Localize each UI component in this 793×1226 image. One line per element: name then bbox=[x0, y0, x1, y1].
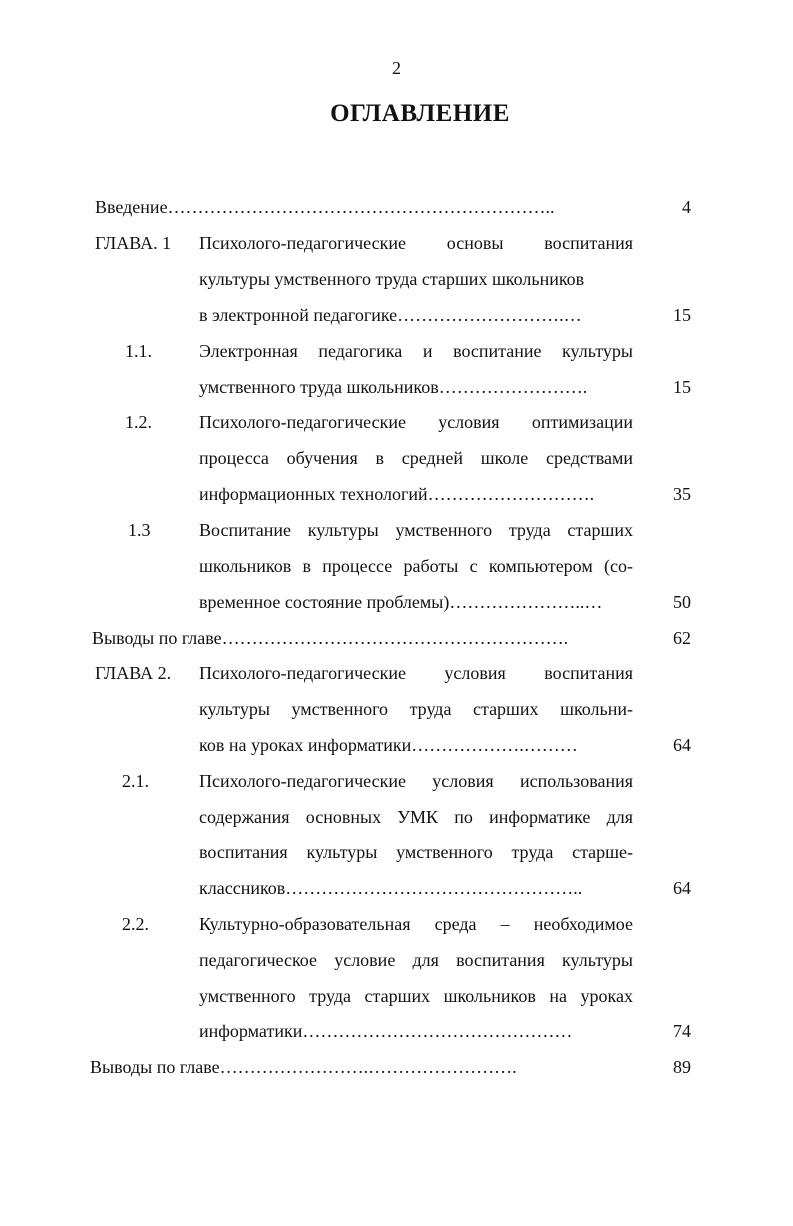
toc-section-2-2-page: 74 bbox=[673, 1021, 691, 1041]
toc-chapter2-page: 64 bbox=[673, 735, 691, 755]
toc-conclusions1-page: 62 bbox=[673, 628, 691, 648]
toc-section-1-1-page: 15 bbox=[673, 377, 691, 397]
toc-chapter2-line3: ков на уроках информатики……………….……… bbox=[199, 735, 578, 755]
toc-section-1-2-label: 1.2. bbox=[125, 412, 152, 432]
toc-section-1-3-line1: Воспитание культуры умственного труда старших bbox=[199, 520, 633, 540]
toc-section-1-2-line1: Психолого-педагогические условия оптимизации bbox=[199, 412, 633, 432]
toc-section-1-2-line3: информационных технологий………………………. bbox=[199, 484, 595, 504]
toc-section-2-2-label: 2.2. bbox=[122, 914, 149, 934]
toc-chapter2-label: ГЛАВА 2. bbox=[95, 663, 172, 683]
toc-intro-page: 4 bbox=[682, 197, 691, 217]
page-number: 2 bbox=[392, 58, 401, 78]
toc-conclusions2-text: Выводы по главе…………………….……………………. bbox=[90, 1057, 517, 1077]
toc-section-2-1-line1: Психолого-педагогические условия использования bbox=[199, 771, 633, 791]
toc-chapter2-line1: Психолого-педагогические условия воспитания bbox=[199, 663, 633, 683]
toc-section-2-2-line2: педагогическое условие для воспитания культуры bbox=[199, 950, 633, 970]
toc-chapter1-label: ГЛАВА. 1 bbox=[95, 233, 172, 253]
toc-section-1-2-page: 35 bbox=[673, 484, 691, 504]
toc-conclusions2-page: 89 bbox=[673, 1057, 691, 1077]
toc-section-2-2-line1: Культурно-образовательная среда – необходимое bbox=[199, 914, 633, 934]
toc-section-1-3-line2: школьников в процессе работы с компьютером (со- bbox=[199, 556, 633, 576]
toc-chapter2-line2: культуры умственного труда старших школьни- bbox=[199, 699, 633, 719]
toc-section-1-3-label: 1.3 bbox=[128, 520, 151, 540]
toc-chapter1-line3: в электронной педагогике……………………….… bbox=[199, 305, 582, 325]
toc-section-1-3-page: 50 bbox=[673, 592, 691, 612]
toc-section-1-1-line2: умственного труда школьников……………………. bbox=[199, 377, 588, 397]
toc-section-1-3-line3: временное состояние проблемы)…………………..… bbox=[199, 592, 603, 612]
toc-section-2-2-line4: информатики……………………………………… bbox=[199, 1021, 573, 1041]
toc-section-2-1-page: 64 bbox=[673, 878, 691, 898]
toc-chapter1-line2: культуры умственного труда старших школьников bbox=[199, 269, 585, 289]
toc-section-1-1-label: 1.1. bbox=[125, 341, 152, 361]
toc-section-1-2-line2: процесса обучения в средней школе средствами bbox=[199, 448, 633, 468]
toc-section-2-1-line2: содержания основных УМК по информатике для bbox=[199, 807, 633, 827]
toc-section-2-2-line3: умственного труда старших школьников на уроках bbox=[199, 986, 633, 1006]
toc-section-2-1-line4: классников………………………………………….. bbox=[199, 878, 583, 898]
page-title: ОГЛАВЛЕНИЕ bbox=[330, 100, 510, 127]
toc-section-2-1-line3: воспитания культуры умственного труда старше- bbox=[199, 842, 633, 862]
toc-chapter1-page: 15 bbox=[673, 305, 691, 325]
toc-section-2-1-label: 2.1. bbox=[122, 771, 149, 791]
toc-conclusions1-text: Выводы по главе…………………………………………………. bbox=[92, 628, 569, 648]
toc-section-1-1-line1: Электронная педагогика и воспитание культуры bbox=[199, 341, 633, 361]
toc-intro-text: Введение……………………………………………………….. bbox=[95, 197, 555, 217]
toc-chapter1-line1: Психолого-педагогические основы воспитания bbox=[199, 233, 633, 253]
